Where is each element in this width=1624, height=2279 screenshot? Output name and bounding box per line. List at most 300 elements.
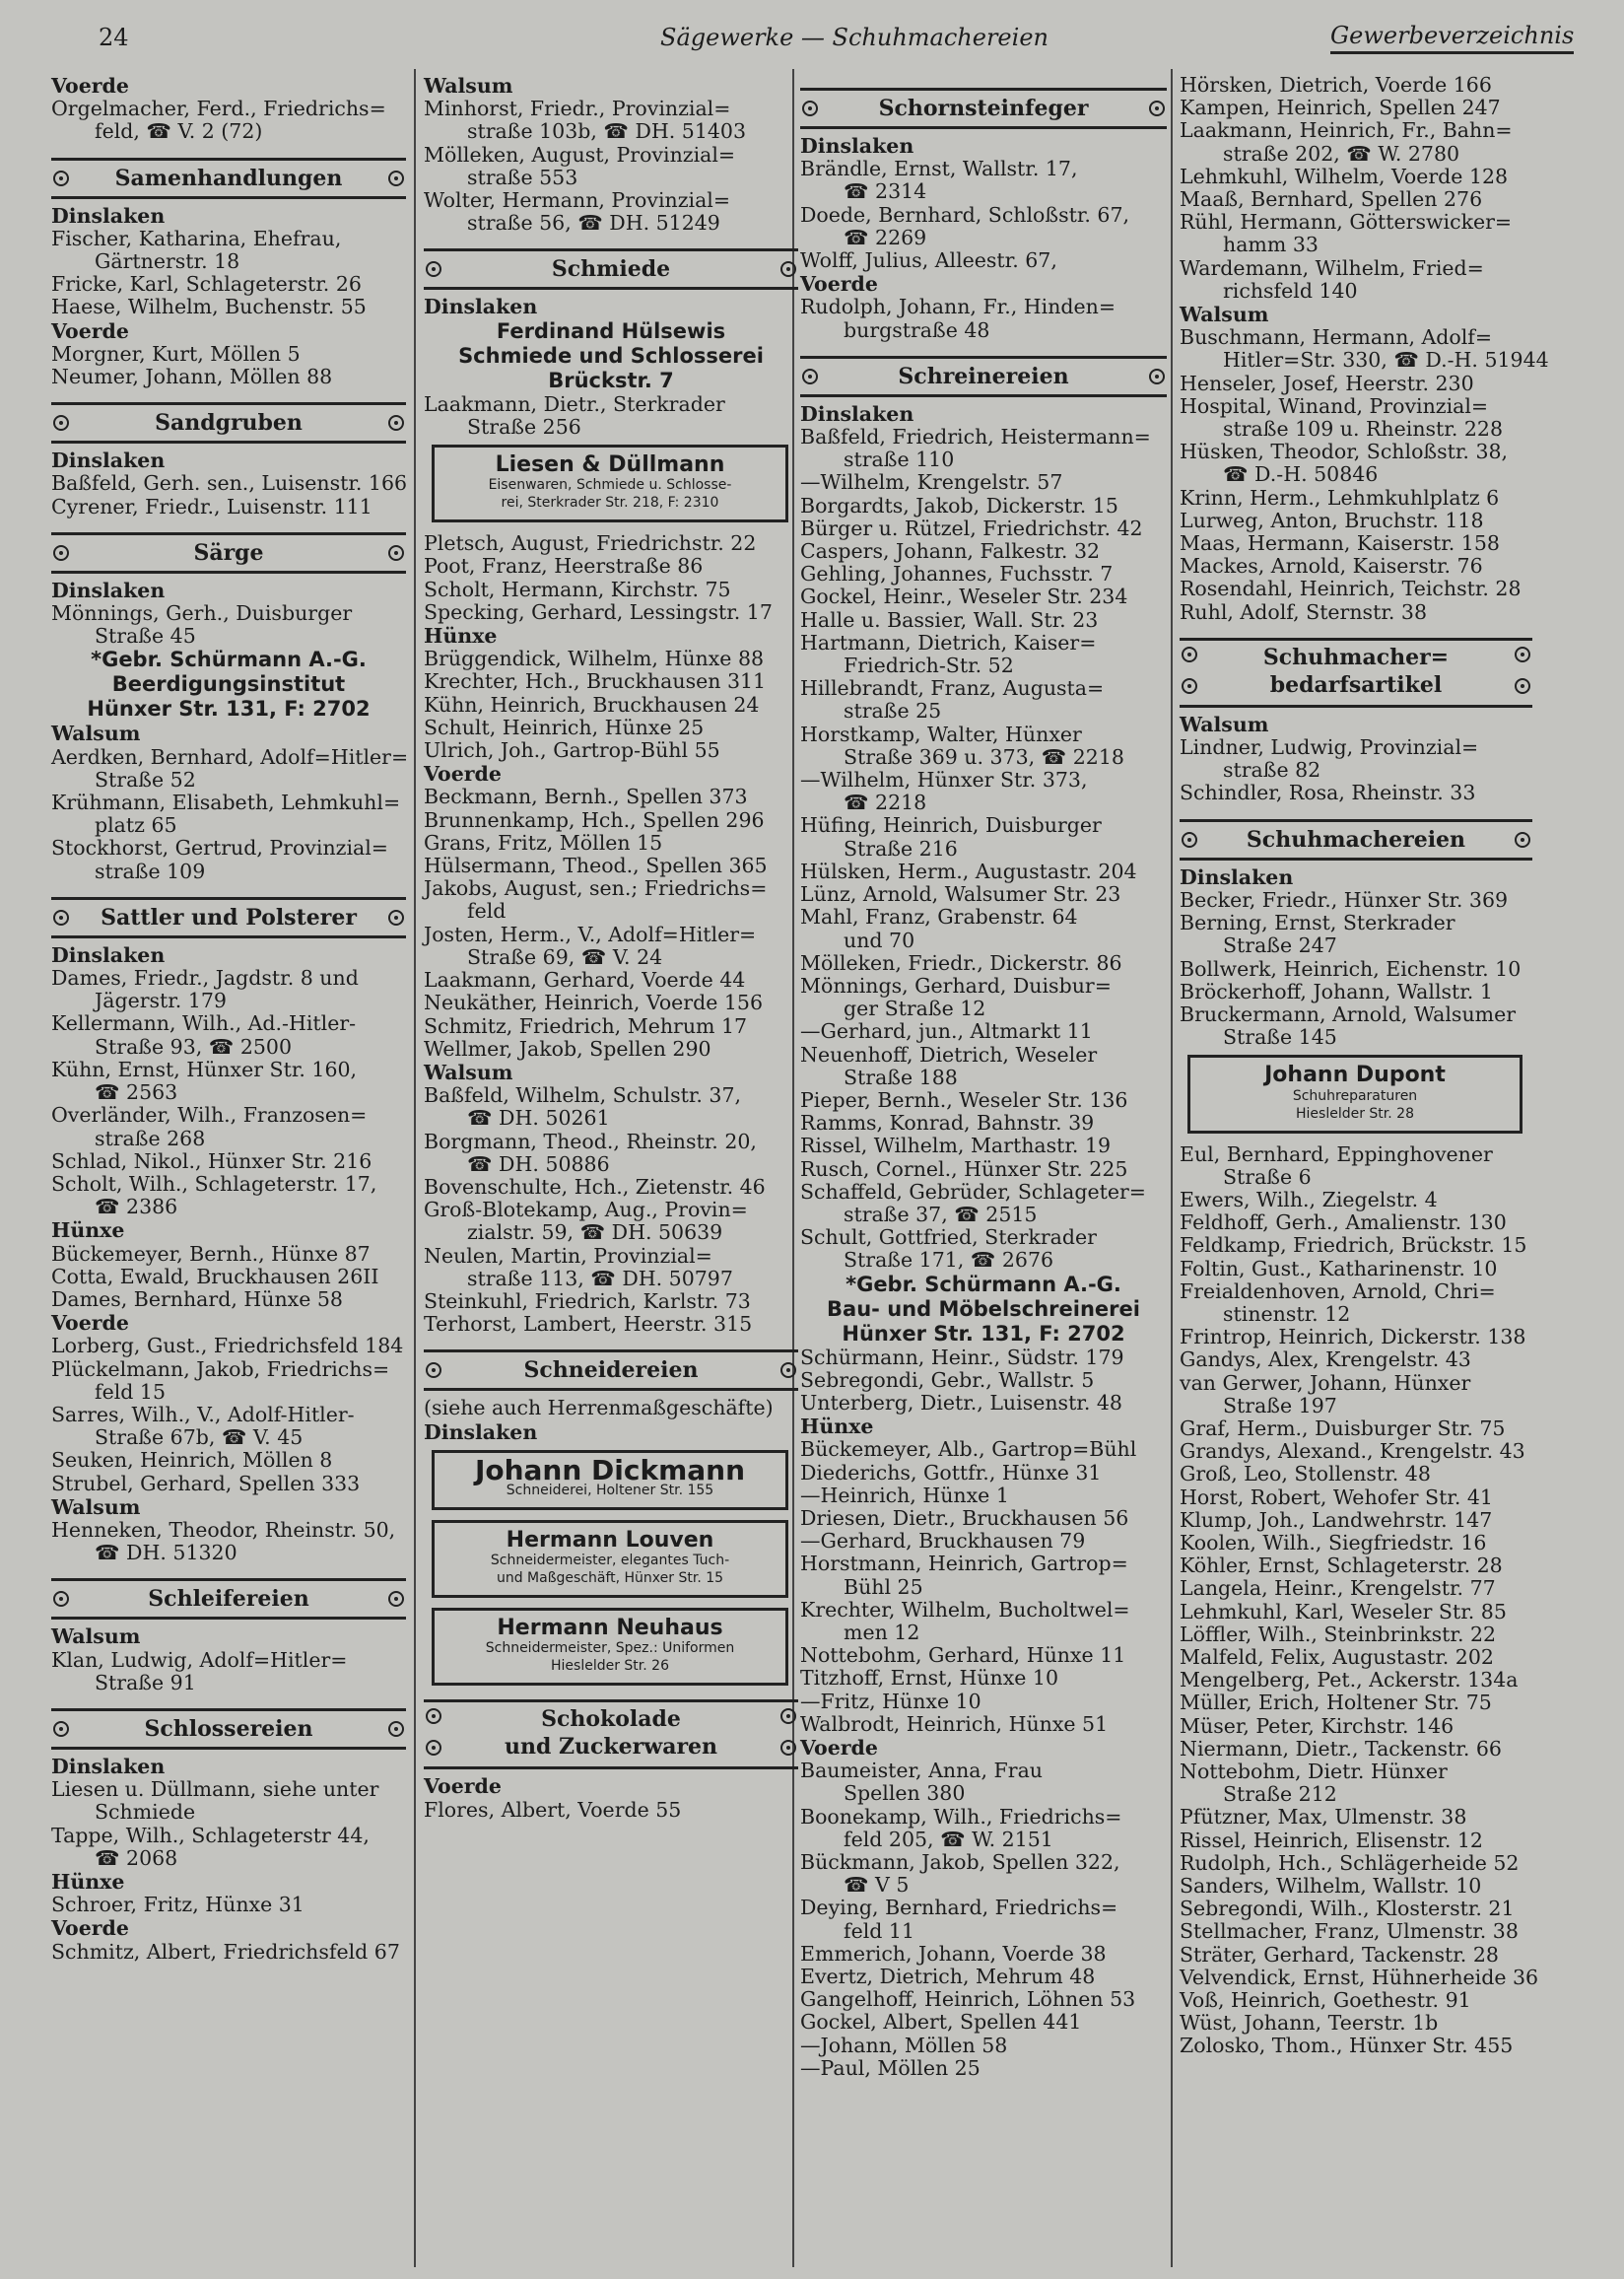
place-heading: Hünxe — [51, 1869, 125, 1894]
place-heading: Dinslaken — [1180, 864, 1294, 889]
listing-continuation: straße 268 — [95, 1126, 206, 1150]
listing-entry: Titzhoff, Ernst, Hünxe 10 — [800, 1666, 1059, 1691]
listing-continuation: straße 37, ☎ 2515 — [844, 1202, 1038, 1226]
listing-continuation: ☎ 2563 — [95, 1080, 178, 1105]
listing-entry: Wellmer, Jakob, Spellen 290 — [424, 1036, 711, 1061]
listing-continuation: feld 11 — [844, 1918, 915, 1943]
listing-entry: Seuken, Heinrich, Möllen 8 — [51, 1448, 333, 1473]
advert-name: Hermann Louven — [506, 1527, 714, 1553]
running-head — [49, 14, 1575, 53]
listing-entry: Evertz, Dietrich, Mehrum 48 — [800, 1965, 1096, 1989]
advert-line: Ferdinand Hülsewis — [496, 318, 726, 343]
place-heading: Walsum — [1180, 712, 1269, 736]
listing-entry: Horstmann, Heinrich, Gartrop= — [800, 1552, 1128, 1576]
listing-continuation: ☎ 2386 — [95, 1195, 178, 1219]
listing-continuation: feld 205, ☎ W. 2151 — [844, 1827, 1053, 1851]
listing-entry: Lehmkuhl, Wilhelm, Voerde 128 — [1180, 164, 1509, 188]
listing-entry: Pieper, Bernh., Weseler Str. 136 — [800, 1087, 1128, 1112]
listing-entry: Bückemeyer, Bernh., Hünxe 87 — [51, 1241, 371, 1266]
place-heading: Dinslaken — [800, 134, 914, 158]
listing-entry: Bovenschulte, Hch., Zietenstr. 46 — [424, 1174, 766, 1199]
listing-entry: Morgner, Kurt, Möllen 5 — [51, 341, 301, 366]
listing-continuation: Straße 6 — [1223, 1164, 1312, 1189]
listing-continuation: stinenstr. 12 — [1223, 1301, 1351, 1326]
listing-entry: Dames, Bernhard, Hünxe 58 — [51, 1286, 343, 1311]
listing-entry: Foltin, Gust., Katharinenstr. 10 — [1180, 1256, 1498, 1280]
advert-line: Hünxer Str. 131, F: 2702 — [842, 1321, 1125, 1346]
advert-box — [1187, 1055, 1522, 1133]
category-header — [424, 1349, 798, 1391]
listing-entry: Bürger u. Rützel, Friedrichstr. 42 — [800, 516, 1143, 540]
listing-continuation: Straße 67b, ☎ V. 45 — [95, 1425, 304, 1450]
listing-continuation: men 12 — [844, 1620, 920, 1644]
listing-entry: Sträter, Gerhard, Tackenstr. 28 — [1180, 1942, 1499, 1967]
listing-entry: Lehmkuhl, Karl, Weseler Str. 85 — [1180, 1599, 1507, 1623]
listing-continuation: Bühl 25 — [844, 1574, 923, 1599]
place-heading: Hünxe — [51, 1218, 125, 1243]
listing-entry: —Johann, Möllen 58 — [800, 2033, 1008, 2057]
category-title: Schreinereien — [898, 363, 1069, 389]
listing-entry: Nottebohm, Gerhard, Hünxe 11 — [800, 1643, 1126, 1668]
ornament-icon — [388, 910, 404, 926]
listing-entry: Koolen, Wilh., Siegfriedstr. 16 — [1180, 1530, 1487, 1554]
listing-continuation: Straße 212 — [1223, 1782, 1337, 1807]
listing-entry: Schult, Heinrich, Hünxe 25 — [424, 715, 705, 739]
listing-entry: Bröckerhoff, Johann, Wallstr. 1 — [1180, 979, 1493, 1003]
ornament-icon — [53, 910, 69, 926]
advert-detail: Schneidermeister, Spez.: Uniformen — [485, 1640, 735, 1657]
listing-entry: Scholt, Hermann, Kirchstr. 75 — [424, 577, 731, 601]
listing-entry: Groß-Blotekamp, Aug., Provin= — [424, 1198, 748, 1222]
listing-continuation: Straße 188 — [844, 1065, 958, 1089]
listing-continuation: ☎ DH. 50261 — [467, 1106, 610, 1131]
listing-entry: Liesen u. Düllmann, siehe unter — [51, 1777, 379, 1802]
listing-entry: Graf, Herm., Duisburger Str. 75 — [1180, 1416, 1506, 1440]
listing-entry: Hillebrandt, Franz, Augusta= — [800, 676, 1105, 701]
listing-entry: Kampen, Heinrich, Spellen 247 — [1180, 96, 1501, 120]
listing-entry: Specking, Gerhard, Lessingstr. 17 — [424, 599, 773, 624]
listing-continuation: straße 202, ☎ W. 2780 — [1223, 141, 1460, 166]
listing-entry: Velvendick, Ernst, Hühnerheide 36 — [1180, 1965, 1539, 1989]
listing-entry: Baumeister, Anna, Frau — [800, 1759, 1043, 1783]
ornament-icon — [53, 415, 69, 431]
listing-entry: Minhorst, Friedr., Provinzial= — [424, 97, 731, 121]
category-header — [51, 402, 406, 444]
listing-entry: Lünz, Arnold, Walsumer Str. 23 — [800, 882, 1121, 907]
ornament-icon — [388, 171, 404, 186]
ornament-icon — [388, 545, 404, 561]
listing-entry: Sebregondi, Wilh., Klosterstr. 21 — [1180, 1897, 1515, 1921]
advert-box — [432, 445, 788, 522]
listing-entry: Haese, Wilhelm, Buchenstr. 55 — [51, 295, 367, 319]
listing-entry: Wolff, Julius, Alleestr. 67, — [800, 248, 1057, 273]
listing-entry: Niermann, Dietr., Tackenstr. 66 — [1180, 1736, 1502, 1761]
ornament-icon — [1515, 678, 1530, 694]
listing-entry: Hörsken, Dietrich, Voerde 166 — [1180, 73, 1492, 97]
listing-continuation: straße 553 — [467, 165, 578, 189]
listing-entry: Gockel, Albert, Spellen 441 — [800, 2010, 1082, 2035]
ornament-icon — [1182, 678, 1197, 694]
listing-entry: Lindner, Ludwig, Provinzial= — [1180, 735, 1479, 760]
listing-entry: Doede, Bernhard, Schloßstr. 67, — [800, 202, 1130, 227]
category-header — [51, 1708, 406, 1750]
listing-entry: Sanders, Wilhelm, Wallstr. 10 — [1180, 1874, 1482, 1899]
listing-continuation: Spellen 380 — [844, 1781, 966, 1806]
listing-entry: Josten, Herm., V., Adolf=Hitler= — [424, 922, 757, 946]
place-heading: Walsum — [51, 1494, 141, 1519]
listing-continuation: ☎ 2068 — [95, 1845, 178, 1870]
listing-entry: Lorberg, Gust., Friedrichsfeld 184 — [51, 1334, 404, 1358]
listing-entry: Baßfeld, Wilhelm, Schulstr. 37, — [424, 1083, 742, 1108]
listing-entry: Horstkamp, Walter, Hünxer — [800, 722, 1082, 746]
listing-entry: Buschmann, Hermann, Adolf= — [1180, 325, 1493, 350]
listing-entry: Gockel, Heinr., Weseler Str. 234 — [800, 585, 1128, 609]
listing-entry: Schult, Gottfried, Sterkrader — [800, 1225, 1097, 1250]
listing-entry: Kühn, Heinrich, Bruckhausen 24 — [424, 692, 760, 717]
listing-entry: Neuenhoff, Dietrich, Weseler — [800, 1042, 1098, 1067]
listing-entry: Unterberg, Dietr., Luisenstr. 48 — [800, 1390, 1122, 1415]
listing-continuation: straße 110 — [844, 448, 955, 472]
place-heading: Voerde — [51, 74, 129, 98]
listing-entry: Hülsken, Herm., Augustastr. 204 — [800, 859, 1137, 883]
listing-entry: Baßfeld, Gerh. sen., Luisenstr. 166 — [51, 471, 408, 496]
listing-entry: Rudolph, Johann, Fr., Hinden= — [800, 295, 1116, 319]
listing-entry: Zolosko, Thom., Hünxer Str. 455 — [1180, 2034, 1514, 2058]
listing-entry: Wüst, Johann, Teerstr. 1b — [1180, 2011, 1439, 2036]
advert-line: *Gebr. Schürmann A.-G. — [846, 1272, 1121, 1296]
listing-continuation: und 70 — [844, 928, 915, 952]
place-heading: Dinslaken — [424, 1419, 538, 1444]
listing-entry: —Fritz, Hünxe 10 — [800, 1689, 981, 1713]
category-title: Schlossereien — [144, 1715, 313, 1742]
column-1 — [51, 74, 409, 1964]
listing-entry: Laakmann, Dietr., Sterkrader — [424, 391, 725, 416]
listing-entry: Mölleken, Friedr., Dickerstr. 86 — [800, 950, 1122, 975]
listing-entry: Schürmann, Heinr., Südstr. 179 — [800, 1345, 1124, 1369]
ornament-icon — [780, 261, 796, 277]
listing-entry: Wolter, Hermann, Provinzial= — [424, 188, 731, 213]
listing-entry: Löffler, Wilh., Steinbrinkstr. 22 — [1180, 1622, 1497, 1646]
listing-entry: Bruckermann, Arnold, Walsumer — [1180, 1001, 1517, 1026]
listing-entry: Mengelberg, Pet., Ackerstr. 134a — [1180, 1668, 1519, 1692]
listing-entry: Mahl, Franz, Grabenstr. 64 — [800, 905, 1078, 930]
category-title: Sandgruben — [155, 410, 303, 437]
category-title: Schokolade — [541, 1706, 681, 1733]
column-2 — [424, 74, 798, 1822]
listing-entry: Hüfing, Heinrich, Duisburger — [800, 813, 1102, 838]
advert-box — [432, 1520, 788, 1598]
listing-entry: Scholt, Wilh., Schlageterstr. 17, — [51, 1171, 377, 1196]
listing-continuation: feld 15 — [95, 1379, 167, 1404]
advert-detail: Hieslelder Str. 28 — [1296, 1105, 1414, 1122]
listing-entry: Schlad, Nikol., Hünxer Str. 216 — [51, 1148, 372, 1173]
place-heading: Dinslaken — [51, 942, 166, 967]
listing-continuation: Straße 93, ☎ 2500 — [95, 1034, 292, 1059]
category-title: Schuhmacher= — [1262, 644, 1450, 670]
listing-entry: Horst, Robert, Wehofer Str. 41 — [1180, 1485, 1493, 1509]
listing-continuation: feld — [467, 899, 507, 924]
listing-continuation: Straße 145 — [1223, 1025, 1337, 1050]
listing-entry: Freialdenhoven, Arnold, Chri= — [1180, 1278, 1496, 1303]
place-heading: Dinslaken — [51, 1754, 166, 1778]
listing-entry: Schroer, Fritz, Hünxe 31 — [51, 1893, 304, 1917]
listing-entry: Deying, Bernhard, Friedrichs= — [800, 1896, 1118, 1920]
advert-name: Hermann Neuhaus — [497, 1616, 723, 1641]
category-title: Schmiede — [551, 256, 671, 283]
place-heading: Voerde — [800, 272, 878, 297]
listing-entry: Müser, Peter, Kirchstr. 146 — [1180, 1713, 1455, 1738]
listing-entry: Poot, Franz, Heerstraße 86 — [424, 554, 704, 579]
listing-entry: Groß, Leo, Stollenstr. 48 — [1180, 1462, 1431, 1486]
place-heading: Voerde — [51, 1311, 129, 1336]
ornament-icon — [53, 545, 69, 561]
listing-entry: Schmitz, Friedrich, Mehrum 17 — [424, 1013, 748, 1038]
category-header — [1180, 638, 1532, 708]
listing-entry: Ulrich, Joh., Gartrop-Bühl 55 — [424, 738, 720, 763]
ornament-icon — [802, 101, 818, 116]
advert-line: Hünxer Str. 131, F: 2702 — [87, 697, 371, 722]
listing-continuation: Straße 197 — [1223, 1393, 1337, 1417]
listing-entry: Schindler, Rosa, Rheinstr. 33 — [1180, 781, 1476, 805]
listing-entry: Müller, Erich, Holtener Str. 75 — [1180, 1691, 1492, 1715]
listing-entry: Flores, Albert, Voerde 55 — [424, 1797, 682, 1822]
listing-continuation: straße 113, ☎ DH. 50797 — [467, 1266, 733, 1290]
place-heading: Dinslaken — [51, 578, 166, 602]
listing-continuation: Straße 52 — [95, 767, 196, 792]
listing-entry: Baßfeld, Friedrich, Heistermann= — [800, 425, 1151, 449]
listing-continuation: zialstr. 59, ☎ DH. 50639 — [467, 1220, 723, 1245]
listing-entry: —Wilhelm, Krengelstr. 57 — [800, 470, 1063, 495]
listing-continuation: Straße 216 — [844, 836, 958, 861]
listing-entry: Frintrop, Heinrich, Dickerstr. 138 — [1180, 1325, 1526, 1349]
listing-entry: —Wilhelm, Hünxer Str. 373, — [800, 768, 1088, 793]
listing-entry: Laakmann, Gerhard, Voerde 44 — [424, 968, 746, 993]
listing-continuation: ger Straße 12 — [844, 997, 986, 1021]
place-heading: Dinslaken — [800, 401, 914, 426]
listing-entry: Neumer, Johann, Möllen 88 — [51, 365, 333, 389]
listing-entry: Overländer, Wilh., Franzosen= — [51, 1103, 368, 1128]
listing-entry: Bückemeyer, Alb., Gartrop=Bühl — [800, 1437, 1137, 1462]
listing-entry: Malfeld, Felix, Augustastr. 202 — [1180, 1644, 1494, 1669]
listing-entry: Gehling, Johannes, Fuchsstr. 7 — [800, 562, 1114, 587]
ornament-icon — [1149, 101, 1165, 116]
listing-entry: Hartmann, Dietrich, Kaiser= — [800, 630, 1097, 655]
listing-entry: Grans, Fritz, Möllen 15 — [424, 830, 663, 855]
listing-entry: Rudolph, Hch., Schlägerheide 52 — [1180, 1850, 1520, 1875]
ornament-icon — [388, 1721, 404, 1737]
listing-entry: Henseler, Josef, Heerstr. 230 — [1180, 371, 1474, 395]
listing-continuation: ☎ 2269 — [844, 225, 927, 249]
category-title: Sattler und Polsterer — [101, 904, 357, 931]
listing-continuation: straße 109 — [95, 859, 206, 883]
listing-entry: —Paul, Möllen 25 — [800, 2055, 981, 2080]
listing-entry: Maas, Hermann, Kaiserstr. 158 — [1180, 531, 1500, 556]
listing-entry: Terhorst, Lambert, Heerstr. 315 — [424, 1312, 753, 1337]
place-heading: Voerde — [424, 762, 502, 787]
category-header — [51, 158, 406, 199]
listing-entry: Tappe, Wilh., Schlageterstr 44, — [51, 1823, 370, 1847]
listing-entry: Jakobs, August, sen.; Friedrichs= — [424, 876, 768, 901]
listing-entry: Rosendahl, Heinrich, Teichstr. 28 — [1180, 577, 1522, 601]
listing-entry: Driesen, Dietr., Bruckhausen 56 — [800, 1505, 1129, 1530]
listing-continuation: Straße 369 u. 373, ☎ 2218 — [844, 744, 1124, 769]
ornament-icon — [1182, 832, 1197, 848]
place-heading: Hünxe — [424, 624, 498, 649]
page-number: 24 — [99, 24, 129, 51]
listing-entry: Brüggendick, Wilhelm, Hünxe 88 — [424, 647, 765, 671]
listing-entry: Schmitz, Albert, Friedrichsfeld 67 — [51, 1939, 400, 1964]
category-header — [424, 248, 798, 290]
listing-entry: Mölleken, August, Provinzial= — [424, 142, 736, 167]
listing-entry: Borgardts, Jakob, Dickerstr. 15 — [800, 493, 1118, 518]
listing-entry: Grandys, Alexand., Krengelstr. 43 — [1180, 1439, 1525, 1464]
listing-entry: Klan, Ludwig, Adolf=Hitler= — [51, 1647, 348, 1672]
listing-continuation: ☎ DH. 51320 — [95, 1541, 237, 1565]
listing-entry: Beckmann, Bernh., Spellen 373 — [424, 785, 748, 809]
listing-entry: (siehe auch Herrenmaßgeschäfte) — [424, 1396, 774, 1420]
ornament-icon — [388, 415, 404, 431]
advert-detail: Schneidermeister, elegantes Tuch- — [490, 1553, 730, 1569]
advert-detail: und Maßgeschäft, Hünxer Str. 15 — [496, 1570, 724, 1587]
listing-continuation: feld, ☎ V. 2 (72) — [95, 119, 263, 144]
ornament-icon — [53, 1591, 69, 1607]
listing-continuation: Gärtnerstr. 18 — [95, 249, 240, 274]
listing-entry: Sebregondi, Gebr., Wallstr. 5 — [800, 1367, 1095, 1392]
listing-entry: Walbrodt, Heinrich, Hünxe 51 — [800, 1711, 1109, 1736]
category-header — [424, 1699, 798, 1769]
ornament-icon — [1182, 647, 1197, 662]
advert-line: Bau- und Möbelschreinerei — [827, 1296, 1140, 1321]
place-heading: Dinslaken — [51, 449, 166, 473]
listing-entry: Halle u. Bassier, Wall. Str. 23 — [800, 607, 1099, 632]
listing-continuation: Straße 171, ☎ 2676 — [844, 1248, 1054, 1273]
category-title: Schleifereien — [148, 1586, 309, 1613]
listing-continuation: straße 25 — [844, 699, 942, 724]
listing-continuation: Friedrich-Str. 52 — [844, 654, 1014, 678]
listing-entry: Bückmann, Jakob, Spellen 322, — [800, 1850, 1120, 1875]
listing-entry: Cyrener, Friedr., Luisenstr. 111 — [51, 494, 372, 518]
listing-continuation: Schmiede — [95, 1800, 196, 1825]
listing-entry: Mönnings, Gerhard, Duisbur= — [800, 973, 1112, 998]
listing-entry: Caspers, Johann, Falkestr. 32 — [800, 539, 1101, 564]
advert-detail: rei, Sterkrader Str. 218, F: 2310 — [501, 495, 719, 512]
listing-entry: Rissel, Wilhelm, Marthastr. 19 — [800, 1134, 1112, 1158]
listing-entry: —Gerhard, jun., Altmarkt 11 — [800, 1019, 1093, 1044]
category-header — [51, 1578, 406, 1620]
advert-box — [432, 1608, 788, 1686]
listing-continuation: ☎ V 5 — [844, 1873, 910, 1898]
place-heading: Walsum — [51, 722, 141, 746]
listing-entry: Brunnenkamp, Hch., Spellen 296 — [424, 807, 765, 832]
listing-entry: Fricke, Karl, Schlageterstr. 26 — [51, 272, 362, 297]
listing-continuation: Jägerstr. 179 — [95, 989, 227, 1013]
listing-entry: Brändle, Ernst, Wallstr. 17, — [800, 157, 1078, 181]
listing-entry: Gangelhoff, Heinrich, Löhnen 53 — [800, 1987, 1136, 2012]
listing-entry: Krinn, Herm., Lehmkuhlplatz 6 — [1180, 485, 1500, 510]
running-title: Sägewerke — Schuhmachereien — [660, 24, 1049, 51]
listing-entry: Plückelmann, Jakob, Friedrichs= — [51, 1356, 390, 1381]
listing-continuation: ☎ DH. 50886 — [467, 1151, 610, 1176]
listing-continuation: ☎ D.-H. 50846 — [1223, 462, 1379, 487]
listing-entry: Bollwerk, Heinrich, Eichenstr. 10 — [1180, 956, 1522, 981]
listing-entry: Stellmacher, Franz, Ulmenstr. 38 — [1180, 1919, 1519, 1944]
listing-entry: Emmerich, Johann, Voerde 38 — [800, 1941, 1107, 1966]
listing-entry: Voß, Heinrich, Goethestr. 91 — [1180, 1988, 1471, 2013]
category-title: bedarfsartikel — [1269, 671, 1443, 698]
category-title: Schneidereien — [523, 1357, 699, 1384]
listing-entry: Diederichs, Gottfr., Hünxe 31 — [800, 1460, 1102, 1485]
advert-detail: Eisenwaren, Schmiede u. Schlosse- — [488, 477, 732, 494]
ornament-icon — [780, 1362, 796, 1378]
listing-entry: Krechter, Wilhelm, Bucholtwel= — [800, 1597, 1130, 1622]
advert-box — [432, 1450, 788, 1510]
listing-entry: Berning, Ernst, Sterkrader — [1180, 911, 1455, 935]
listing-entry: Krechter, Hch., Bruckhausen 311 — [424, 669, 767, 694]
listing-entry: Neukäther, Heinrich, Voerde 156 — [424, 991, 764, 1015]
category-header — [800, 88, 1167, 129]
listing-continuation: richsfeld 140 — [1223, 278, 1358, 303]
category-header — [51, 532, 406, 574]
listing-entry: Schaffeld, Gebrüder, Schlageter= — [800, 1179, 1146, 1204]
column-rule — [1171, 69, 1173, 2267]
advert-name: Johann Dupont — [1264, 1063, 1446, 1088]
listing-entry: Borgmann, Theod., Rheinstr. 20, — [424, 1129, 757, 1153]
category-title: und Zuckerwaren — [504, 1734, 718, 1761]
ornament-icon — [426, 261, 441, 277]
advert-detail: Schuhreparaturen — [1292, 1087, 1418, 1104]
category-header — [51, 897, 406, 938]
place-heading: Walsum — [1180, 303, 1269, 327]
listing-continuation: Straße 91 — [95, 1670, 196, 1694]
advert-line: Schmiede und Schlosserei — [458, 343, 764, 368]
listing-entry: Sarres, Wilh., V., Adolf-Hitler- — [51, 1402, 355, 1426]
listing-entry: Maaß, Bernhard, Spellen 276 — [1180, 187, 1483, 212]
listing-continuation: ☎ 2314 — [844, 179, 927, 204]
listing-entry: Neulen, Martin, Provinzial= — [424, 1243, 712, 1268]
listing-entry: van Gerwer, Johann, Hünxer — [1180, 1370, 1471, 1395]
category-header — [800, 356, 1167, 397]
listing-entry: Gandys, Alex, Krengelstr. 43 — [1180, 1347, 1471, 1372]
advert-line: Beerdigungsinstitut — [111, 672, 346, 697]
listing-entry: Hülsermann, Theod., Spellen 365 — [424, 854, 768, 878]
listing-continuation: ☎ 2218 — [844, 791, 927, 815]
advert-line: *Gebr. Schürmann A.-G. — [91, 648, 367, 672]
listing-continuation: platz 65 — [95, 813, 177, 838]
listing-entry: Henneken, Theodor, Rheinstr. 50, — [51, 1517, 396, 1542]
listing-entry: Klump, Joh., Landwehrstr. 147 — [1180, 1507, 1493, 1532]
listing-entry: Orgelmacher, Ferd., Friedrichs= — [51, 97, 386, 121]
listing-entry: Rissel, Heinrich, Elisenstr. 12 — [1180, 1828, 1483, 1852]
listing-entry: Aerdken, Bernhard, Adolf=Hitler= — [51, 744, 409, 769]
listing-continuation: straße 82 — [1223, 758, 1321, 783]
place-heading: Voerde — [800, 1736, 878, 1760]
place-heading: Walsum — [424, 74, 513, 98]
listing-entry: Nottebohm, Dietr. Hünxer — [1180, 1760, 1448, 1783]
listing-entry: Ewers, Wilh., Ziegelstr. 4 — [1180, 1187, 1438, 1211]
listing-entry: Hüsken, Theodor, Schloßstr. 38, — [1180, 440, 1509, 464]
listing-entry: Laakmann, Heinrich, Fr., Bahn= — [1180, 118, 1513, 143]
advert-name: Liesen & Düllmann — [495, 452, 725, 478]
listing-entry: Hospital, Winand, Provinzial= — [1180, 393, 1489, 418]
listing-entry: Wardemann, Wilhelm, Fried= — [1180, 255, 1484, 280]
listing-entry: Boonekamp, Wilh., Friedrichs= — [800, 1804, 1122, 1829]
advert-detail: Schneiderei, Holtener Str. 155 — [506, 1482, 714, 1498]
listing-entry: Rusch, Cornel., Hünxer Str. 225 — [800, 1156, 1128, 1181]
ornament-icon — [802, 369, 818, 384]
advert-detail: Hieslelder Str. 26 — [551, 1658, 669, 1675]
listing-entry: Lurweg, Anton, Bruchstr. 118 — [1180, 508, 1484, 532]
place-heading: Walsum — [51, 1624, 141, 1649]
